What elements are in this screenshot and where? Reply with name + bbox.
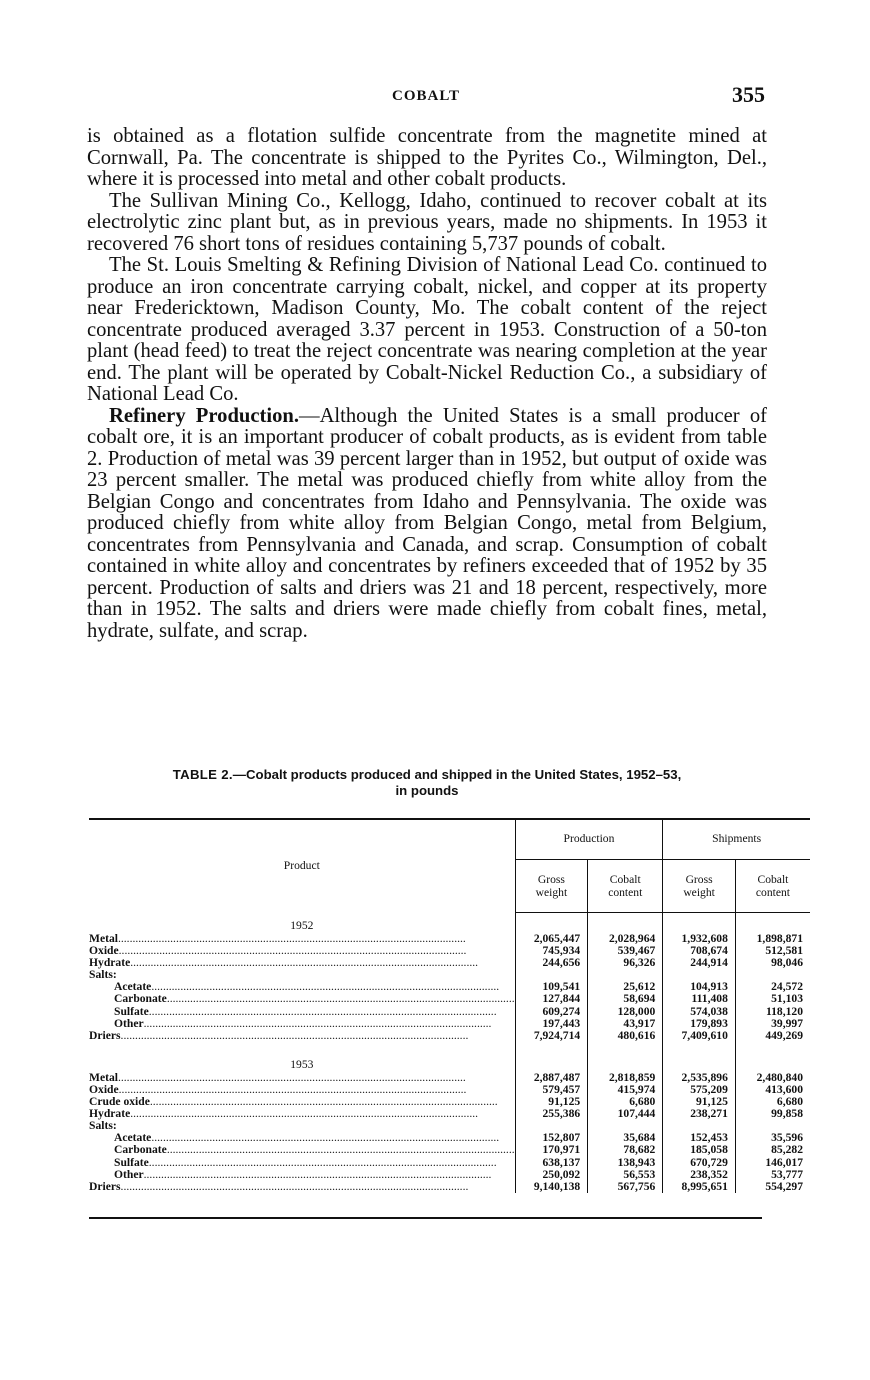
row-label: Other........................................................................................................................ xyxy=(114,1017,492,1030)
table-cell: 25,612 xyxy=(588,981,663,993)
table-cell: 413,600 xyxy=(735,1084,810,1096)
table-cell: 170,971 xyxy=(515,1144,588,1156)
table-row xyxy=(89,957,810,969)
row-label-text: Sulfate xyxy=(114,1005,149,1018)
table-cell: 244,914 xyxy=(663,957,736,969)
table-cell: 7,409,610 xyxy=(663,1030,736,1042)
table-units: in pounds xyxy=(395,783,459,798)
refinery-text: —Although the United States is a small producer of cobalt ore, it is an important producer of cobalt products, as is evident from table 2. Production of metal was 39 percent larger than in 1952, but output of oxide was 23 percent smaller. The metal was produced chiefly from white alloy from the Belgian Congo and concentrates from Idaho and Pennsylvania. The oxide was produced chiefly from white alloy from Belgian Congo, metal from Belgium, concentrates from Pennsylvania and Canada, and scrap. Consumption of cobalt contained in white alloy and concentrates by refiners exceeded that of 1952 by 35 percent. Production of salts and driers was 21 and 18 percent, respectively, more than in 1952. The salts and driers were made chiefly from cobalt fines, metal, hydrate, sulfate, and scrap. xyxy=(87,404,767,642)
table-cell: 579,457 xyxy=(515,1084,588,1096)
row-label: Carbonate........................................................................................................................ xyxy=(114,1144,515,1157)
table-cell: 1,932,608 xyxy=(663,933,736,945)
table-cell: 745,934 xyxy=(515,945,588,957)
page-number: 355 xyxy=(732,82,765,107)
table-cell: 104,913 xyxy=(663,981,736,993)
table-cell: 197,443 xyxy=(515,1018,588,1030)
table-cell: 2,887,487 xyxy=(515,1072,588,1084)
table-cell: 708,674 xyxy=(663,945,736,957)
table-cell: 2,028,964 xyxy=(588,933,663,945)
table-cell: 98,046 xyxy=(735,957,810,969)
row-label xyxy=(89,1120,515,1132)
row-label: Driers........................................................................................................................ xyxy=(89,1180,469,1193)
table-cell: 539,467 xyxy=(588,945,663,957)
row-label-text: Other xyxy=(114,1168,144,1181)
table-cell: 138,943 xyxy=(588,1157,663,1169)
table-row xyxy=(89,1169,810,1181)
table-cell: 51,103 xyxy=(735,993,810,1005)
table-cell: 152,453 xyxy=(663,1132,736,1144)
table-cell: 109,541 xyxy=(515,981,588,993)
col-shipments-gross-weight: Gross weight xyxy=(663,860,736,913)
table-cell: 2,065,447 xyxy=(515,933,588,945)
row-label-text: Driers xyxy=(89,1180,121,1193)
table-cell: 670,729 xyxy=(663,1157,736,1169)
table-row xyxy=(89,1157,810,1169)
col-production-gross-weight: Gross weight xyxy=(515,860,588,913)
table-cell: 554,297 xyxy=(735,1181,810,1193)
row-label-text: Carbonate xyxy=(114,1144,167,1157)
row-label: Sulfate........................................................................................................................ xyxy=(114,1156,497,1169)
paragraph-sullivan: The Sullivan Mining Co., Kellogg, Idaho, continued to recover cobalt at its electrolytic zinc plant but, as in previous years, made no shipments. In 1953 it recovered 76 short tons of residues containing 5,737 pounds of cobalt. xyxy=(87,189,767,255)
row-label: Metal........................................................................................................................ xyxy=(89,1071,466,1084)
table-cell: 8,995,651 xyxy=(663,1181,736,1193)
row-label: Driers........................................................................................................................ xyxy=(89,1029,469,1042)
row-label: Sulfate........................................................................................................................ xyxy=(114,1005,497,1018)
table-cell: 56,553 xyxy=(588,1169,663,1181)
row-label: Acetate........................................................................................................................ xyxy=(114,981,500,994)
table-cell: 512,581 xyxy=(735,945,810,957)
table-cell: 43,917 xyxy=(588,1018,663,1030)
table-cell: 53,777 xyxy=(735,1169,810,1181)
table-row xyxy=(89,1144,810,1156)
paragraph-st-louis: The St. Louis Smelting & Refining Division of National Lead Co. continued to produce an iron concentrate carrying cobalt, nickel, and copper at its property near Fredericktown, Madison County, Mo. The cobalt content of the reject concentrate produced averaged 3.37 percent in 1953. Construction of a 50-ton plant (head feed) to treat the reject concentrate was nearing completion at the year end. The plant will be operated by Cobalt-Nickel Reduction Co., a subsidiary of National Lead Co. xyxy=(87,254,767,405)
row-label-text: Carbonate xyxy=(114,993,167,1006)
row-label: Hydrate........................................................................................................................ xyxy=(89,1108,479,1121)
table-cell: 415,974 xyxy=(588,1084,663,1096)
table-cell: 185,058 xyxy=(663,1144,736,1156)
row-label-text: Salts: xyxy=(89,1120,117,1133)
table-cell: 7,924,714 xyxy=(515,1030,588,1042)
page-header xyxy=(87,82,765,110)
table-cell: 39,997 xyxy=(735,1018,810,1030)
table-title: —Cobalt products produced and shipped in the United States, 1952–53, xyxy=(232,767,682,782)
table-spacer xyxy=(89,1042,810,1052)
row-label: Other........................................................................................................................ xyxy=(114,1168,492,1181)
paragraph-cornwall: is obtained as a flotation sulfide concentrate from the magnetite mined at Cornwall, Pa. The concentrate is shipped to the Pyrites Co., Wilmington, Del., where it is processed into metal and other cobalt products. xyxy=(87,125,767,190)
row-label-text: Metal xyxy=(89,1071,118,1084)
row-label-text: Oxide xyxy=(89,1083,119,1096)
table-cell: 255,386 xyxy=(515,1108,588,1120)
year-row-1952 xyxy=(89,913,810,934)
body-text xyxy=(87,126,767,642)
table-cell: 6,680 xyxy=(588,1096,663,1108)
table-cell: 107,444 xyxy=(588,1108,663,1120)
table-body xyxy=(89,913,810,1193)
col-shipments-cobalt-content: Cobalt content xyxy=(735,860,810,913)
row-label: Acetate........................................................................................................................ xyxy=(114,1132,500,1145)
paragraph-refinery xyxy=(87,406,767,643)
table-cell: 1,898,871 xyxy=(735,933,810,945)
refinery-heading: Refinery Production. xyxy=(109,404,299,427)
table-cell: 567,756 xyxy=(588,1181,663,1193)
table-row xyxy=(89,1030,810,1042)
table-cell: 78,682 xyxy=(588,1144,663,1156)
table-cell: 238,352 xyxy=(663,1169,736,1181)
table-cell: 118,120 xyxy=(735,1006,810,1018)
row-label: Metal........................................................................................................................ xyxy=(89,933,466,945)
table-cell: 250,092 xyxy=(515,1169,588,1181)
row-label-text: Other xyxy=(114,1017,144,1030)
table-row xyxy=(89,1108,810,1120)
table-row xyxy=(89,993,810,1005)
row-label xyxy=(89,969,515,981)
table-cell: 238,271 xyxy=(663,1108,736,1120)
table-cell: 128,000 xyxy=(588,1006,663,1018)
year-label: 1953 xyxy=(290,1057,314,1071)
row-label-text: Salts: xyxy=(89,969,117,982)
row-label-text: Crude oxide xyxy=(89,1096,150,1109)
table-cell: 575,209 xyxy=(663,1084,736,1096)
cobalt-products-table xyxy=(89,818,810,1193)
table-cell: 35,684 xyxy=(588,1132,663,1144)
table-cell: 111,408 xyxy=(663,993,736,1005)
table-caption xyxy=(87,767,767,799)
year-row-1953 xyxy=(89,1052,810,1072)
row-label-text: Hydrate xyxy=(89,957,131,970)
row-label-text: Acetate xyxy=(114,1132,152,1145)
row-label: Carbonate........................................................................................................................ xyxy=(114,993,515,1006)
row-label-text: Sulfate xyxy=(114,1156,149,1169)
col-production-cobalt-content: Cobalt content xyxy=(588,860,663,913)
table-cell: 449,269 xyxy=(735,1030,810,1042)
table-cell: 609,274 xyxy=(515,1006,588,1018)
table-row xyxy=(89,1018,810,1030)
table-cell: 96,326 xyxy=(588,957,663,969)
table-cell: 179,893 xyxy=(663,1018,736,1030)
table-label: TABLE 2. xyxy=(172,767,233,782)
col-product-header: Product xyxy=(89,819,515,913)
table-cell: 2,818,859 xyxy=(588,1072,663,1084)
table-bottom-rule xyxy=(89,1217,762,1219)
running-title: COBALT xyxy=(392,88,460,104)
col-production-header: Production xyxy=(515,819,663,860)
table-cell: 2,480,840 xyxy=(735,1072,810,1084)
table-row xyxy=(89,1006,810,1018)
table-cell: 99,858 xyxy=(735,1108,810,1120)
table-cell: 91,125 xyxy=(663,1096,736,1108)
row-label-text: Oxide xyxy=(89,945,119,958)
row-label-text: Hydrate xyxy=(89,1108,131,1121)
row-label: Oxide........................................................................................................................ xyxy=(89,1083,467,1096)
table-cell: 480,616 xyxy=(588,1030,663,1042)
table-header-row xyxy=(89,819,810,860)
table-cell: 58,694 xyxy=(588,993,663,1005)
row-label-text: Acetate xyxy=(114,981,152,994)
table-cell: 9,140,138 xyxy=(515,1181,588,1193)
row-label-text: Metal xyxy=(89,933,118,945)
table-cell: 6,680 xyxy=(735,1096,810,1108)
table-cell: 244,656 xyxy=(515,957,588,969)
table-cell: 146,017 xyxy=(735,1157,810,1169)
table-cell: 91,125 xyxy=(515,1096,588,1108)
table-cell: 85,282 xyxy=(735,1144,810,1156)
row-label: Hydrate........................................................................................................................ xyxy=(89,957,479,970)
table-row xyxy=(89,1181,810,1193)
row-label: Oxide........................................................................................................................ xyxy=(89,945,467,958)
row-label: Crude oxide........................................................................................................................ xyxy=(89,1096,498,1109)
table-cell: 152,807 xyxy=(515,1132,588,1144)
row-label-text: Driers xyxy=(89,1029,121,1042)
year-label: 1952 xyxy=(290,918,314,932)
table-cell: 24,572 xyxy=(735,981,810,993)
table-cell: 574,038 xyxy=(663,1006,736,1018)
table-cell: 35,596 xyxy=(735,1132,810,1144)
col-shipments-header: Shipments xyxy=(663,819,810,860)
table-cell: 638,137 xyxy=(515,1157,588,1169)
table-cell: 127,844 xyxy=(515,993,588,1005)
table-cell: 2,535,896 xyxy=(663,1072,736,1084)
